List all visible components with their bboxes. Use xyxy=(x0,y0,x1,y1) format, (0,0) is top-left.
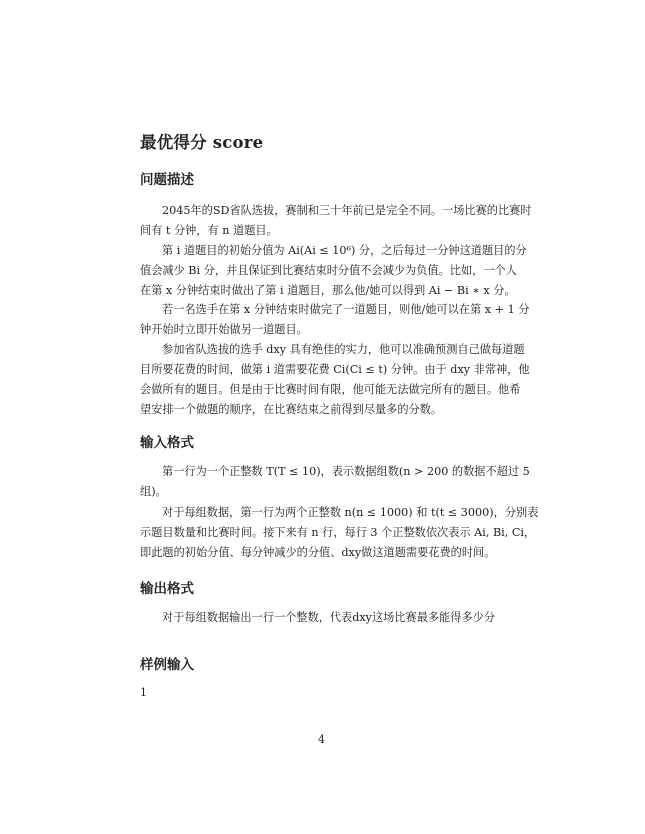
page-number: 4 xyxy=(318,733,325,746)
page-title xyxy=(140,129,263,153)
description-paragraph-2: 第 i 道题目的初始分值为 Ai(Ai ≤ 10⁶) 分，之后每过一分钟这道题目的分 值会减少 Bi 分，并且保证到比赛结束时分值不会减少为负值。比如，一个人 在第 x 分钟结束时做出了第 i 道题目，那么他/她可以得到 Ai − Bi ∗ x 分。 xyxy=(140,244,527,297)
description-paragraph-1: 2045年的SD省队选拔，赛制和三十年前已是完全不同。一场比赛的比赛时 间有 t 分钟，有 n 道题目。 xyxy=(140,204,532,237)
sample-input-line: 1 xyxy=(140,686,147,699)
heading-output: 输出格式 xyxy=(140,581,194,597)
title-en: score xyxy=(212,133,264,152)
input-paragraph-2: 对于每组数据，第一行为两个正整数 n(n ≤ 1000) 和 t(t ≤ 3000)，分别表 示题目数量和比赛时间。接下来有 n 行，每行 3 个正整数依次表示 Ai, Bi, Ci， 即此题的初始分值、每分钟减少的分值、dxy做这道题需要花费的时间。 xyxy=(140,506,539,559)
heading-sample-input: 样例输入 xyxy=(140,657,194,673)
description-paragraph-4: 参加省队选拔的选手 dxy 具有绝佳的实力，他可以准确预测自己做每道题 目所要花费的时间，做第 i 道需要花费 Ci(Ci ≤ t) 分钟。由于 dxy 非常神，他 会做所有的题目。但是由于比赛时间有限，他可能无法做完所有的题目。他希 望安排一个做题的顺序，在比赛结束之前得到尽量多的分数。 xyxy=(140,343,530,416)
output-paragraph-1: 对于每组数据输出一行一个整数，代表dxy这场比赛最多能得多少分 xyxy=(162,611,496,624)
input-paragraph-1: 第一行为一个正整数 T(T ≤ 10)，表示数据组数(n > 200 的数据不超过 5 组)。 xyxy=(140,465,530,498)
heading-input: 输入格式 xyxy=(140,435,194,451)
description-paragraph-3: 若一名选手在第 x 分钟结束时做完了一道题目，则他/她可以在第 x + 1 分 钟开始时立即开始做另一道题目。 xyxy=(140,303,530,336)
heading-description: 问题描述 xyxy=(140,172,194,188)
title-cn: 最优得分 xyxy=(140,133,207,152)
